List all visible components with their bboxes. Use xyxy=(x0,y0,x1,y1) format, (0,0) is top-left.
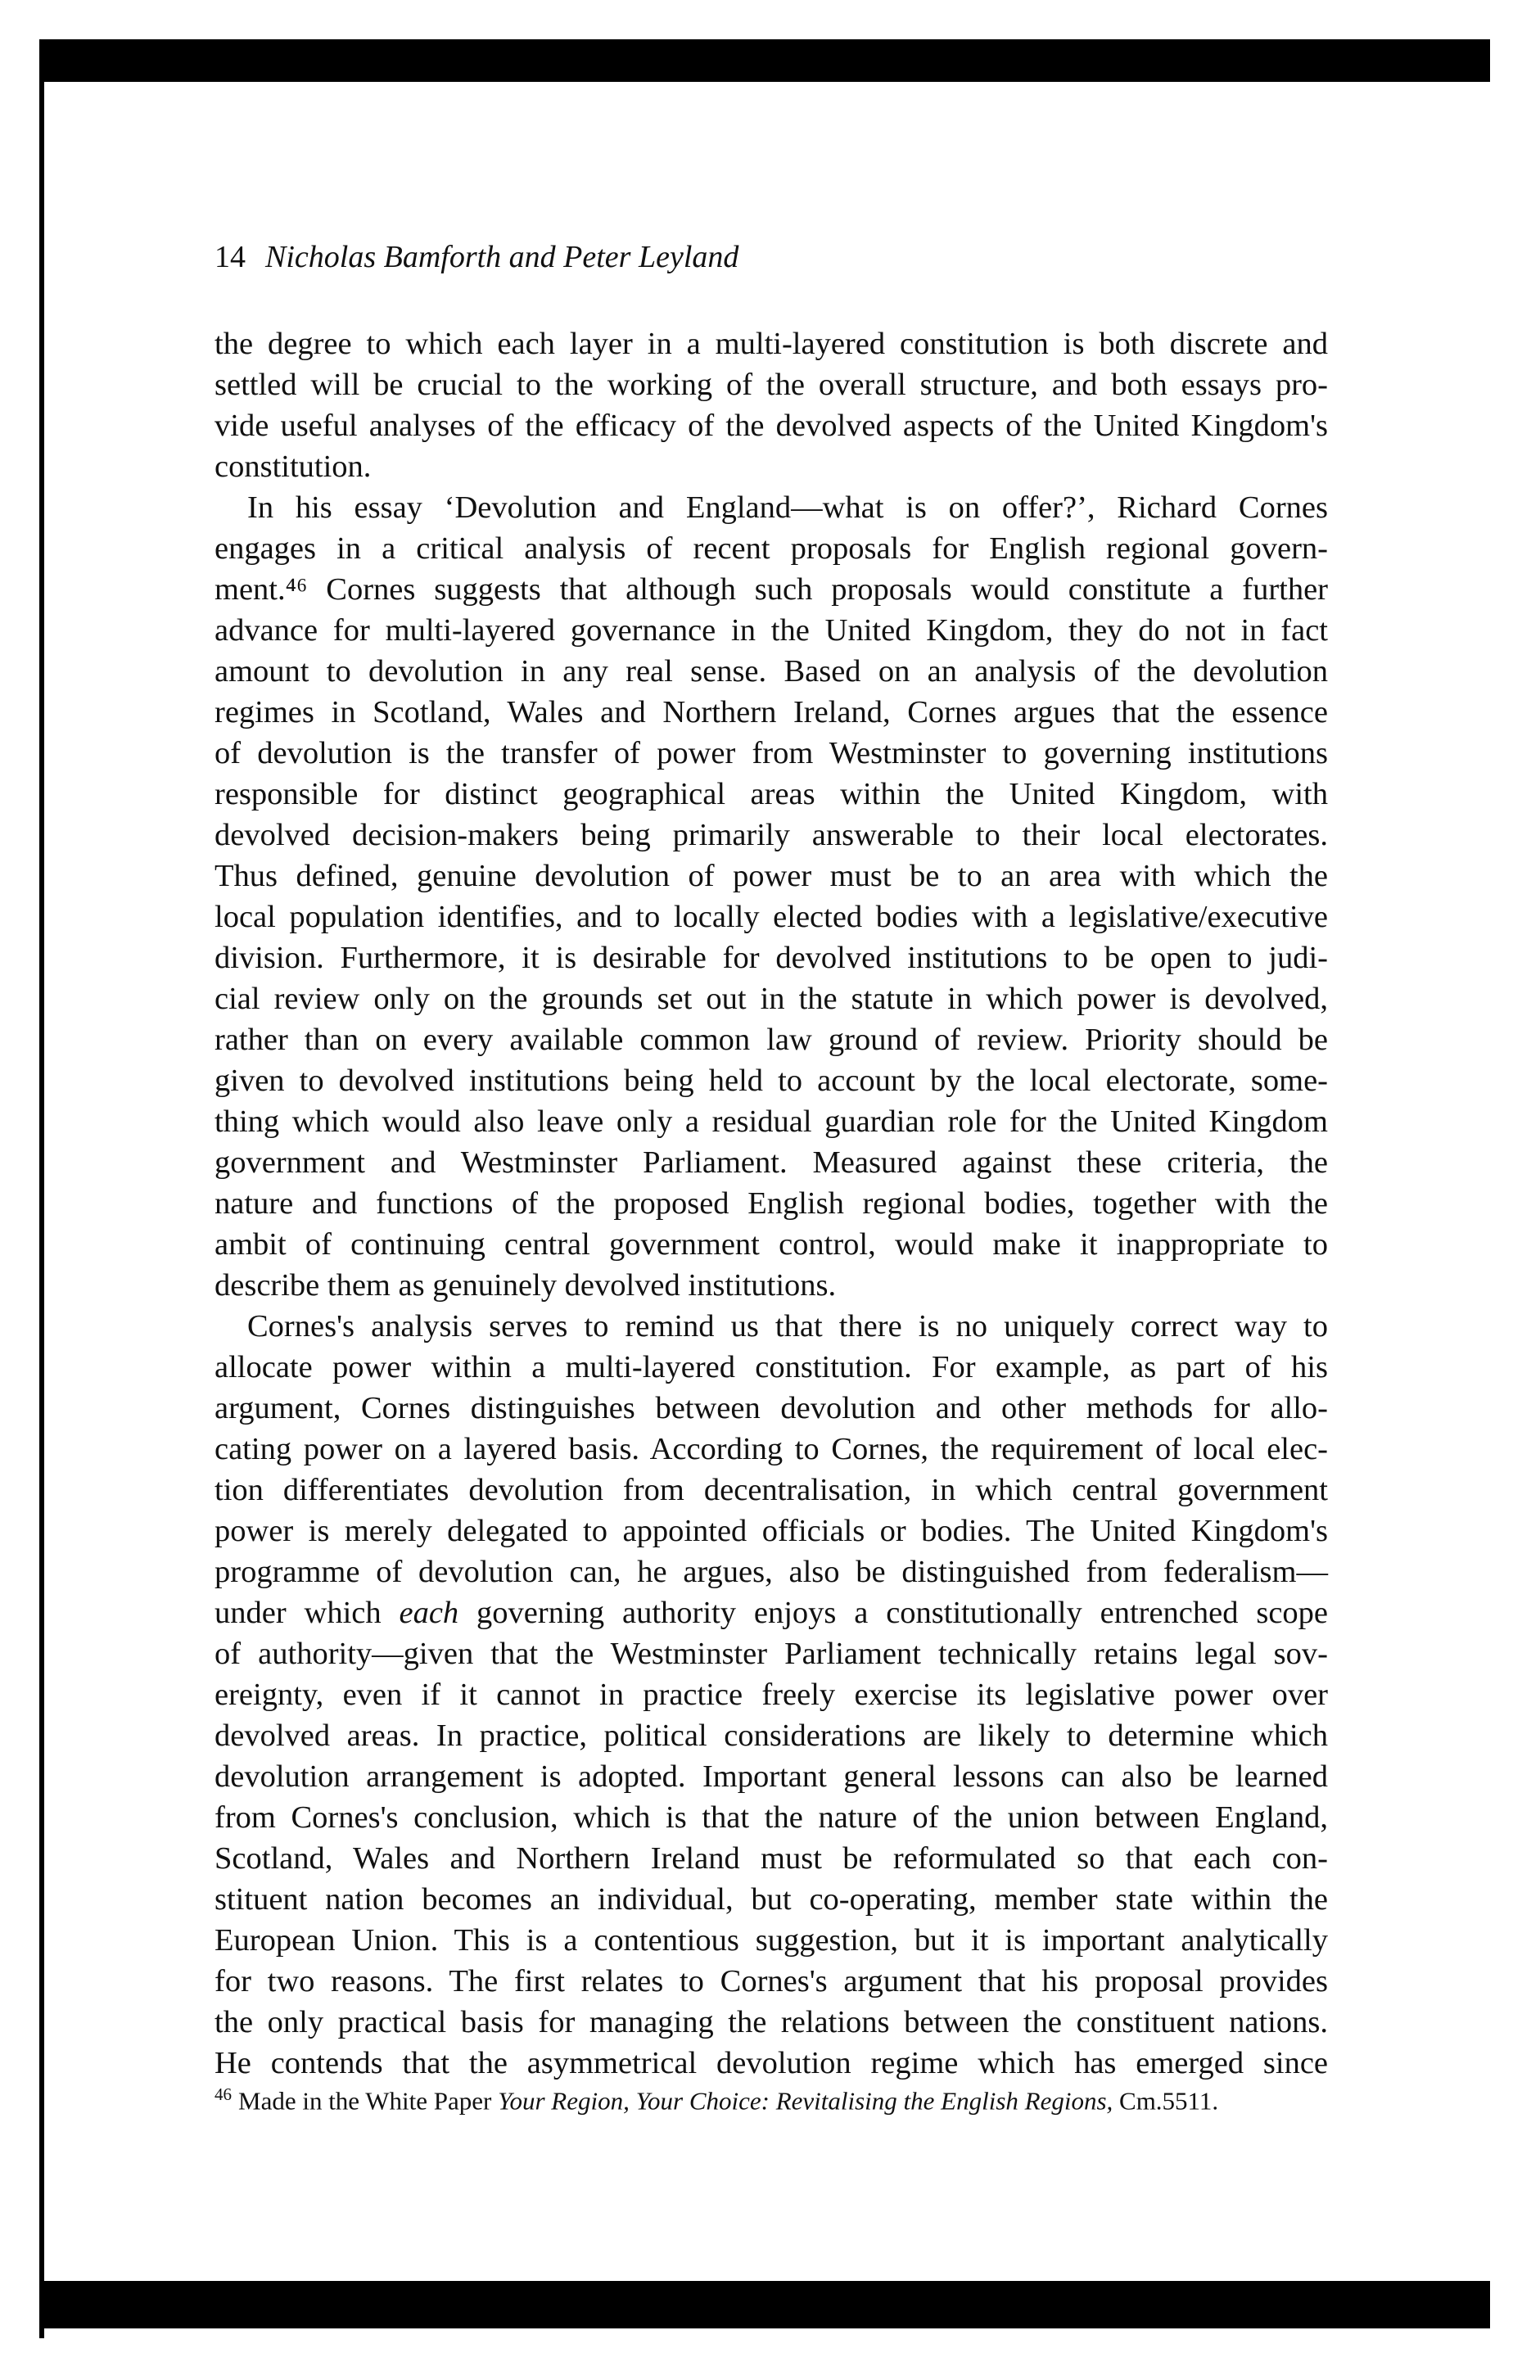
running-head xyxy=(215,239,738,275)
text-line: vide useful analyses of the efficacy of the devolved aspects of the United Kingdom's xyxy=(215,409,1328,443)
text-line: In his essay ‘Devolution and England—what is on offer?’, Richard Cornes xyxy=(247,490,1328,525)
running-head-authors: Nicholas Bamforth and Peter Leyland xyxy=(265,240,739,274)
text-line: thing which would also leave only a residual guardian role for the United Kingdom xyxy=(215,1104,1328,1139)
text-line: argument, Cornes distinguishes between devolution and other methods for allo- xyxy=(215,1391,1328,1425)
text-line: describe them as genuinely devolved institutions. xyxy=(215,1268,837,1303)
text-line: division. Furthermore, it is desirable for devolved institutions to be open to judi- xyxy=(215,941,1328,975)
text-line: of devolution is the transfer of power from Westminster to governing institutions xyxy=(215,736,1328,770)
footnote xyxy=(215,2078,1328,2117)
text-line: Thus defined, genuine devolution of power must be to an area with which the xyxy=(215,859,1328,893)
text-line: for two reasons. The first relates to Cornes's argument that his proposal provides xyxy=(215,1964,1328,1998)
text-line: ment.⁴⁶ Cornes suggests that although such proposals would constitute a further xyxy=(215,572,1328,607)
scan-border-left xyxy=(39,39,44,2338)
text-line: programme of devolution can, he argues, also be distinguished from federalism— xyxy=(215,1555,1328,1589)
text-line: engages in a critical analysis of recent proposals for English regional govern- xyxy=(215,531,1328,566)
footnote-suffix: Cm.5511. xyxy=(1113,2086,1219,2116)
text-line: amount to devolution in any real sense. Based on an analysis of the devolution xyxy=(215,654,1328,689)
text-line: advance for multi-layered governance in the United Kingdom, they do not in fact xyxy=(215,613,1328,648)
text-line: from Cornes's conclusion, which is that the nature of the union between England, xyxy=(215,1800,1328,1835)
text-line: of authority—given that the Westminster Parliament technically retains legal sov- xyxy=(215,1637,1328,1671)
text-line: the degree to which each layer in a multi-layered constitution is both discrete and xyxy=(215,327,1328,361)
scan-border-top xyxy=(39,39,1490,82)
text-line: power is merely delegated to appointed officials or bodies. The United Kingdom's xyxy=(215,1514,1328,1548)
text-line: Cornes's analysis serves to remind us that there is no uniquely correct way to xyxy=(247,1309,1328,1344)
text-line: cating power on a layered basis. According to Cornes, the requirement of local elec- xyxy=(215,1432,1328,1466)
footnote-marker: 46 xyxy=(215,2084,232,2104)
footnote-title: Your Region, Your Choice: Revitalising the English Regions, xyxy=(498,2086,1113,2116)
footnote-prefix: Made in the White Paper xyxy=(238,2086,499,2116)
text-line: European Union. This is a contentious suggestion, but it is important analytically xyxy=(215,1923,1328,1958)
text-line: the only practical basis for managing the relations between the constituent nations. xyxy=(215,2005,1328,2039)
text-line: ambit of continuing central government control, would make it inappropriate to xyxy=(215,1227,1328,1262)
text-line: settled will be crucial to the working of the overall structure, and both essays pro- xyxy=(215,368,1328,402)
text-line: local population identifies, and to locally elected bodies with a legislative/executive xyxy=(215,900,1328,934)
body-text xyxy=(215,323,1328,2084)
text-line: Scotland, Wales and Northern Ireland must be reformulated so that each con- xyxy=(215,1841,1328,1876)
text-line: devolved decision-makers being primarily answerable to their local electorates. xyxy=(215,818,1328,852)
text-line: devolved areas. In practice, political considerations are likely to determine which xyxy=(215,1718,1328,1753)
text-line: tion differentiates devolution from decentralisation, in which central government xyxy=(215,1473,1328,1507)
text-line: devolution arrangement is adopted. Important general lessons can also be learned xyxy=(215,1759,1328,1794)
text-line: constitution. xyxy=(215,449,372,484)
emphasis: each xyxy=(399,1596,459,1630)
text-line: responsible for distinct geographical areas within the United Kingdom, with xyxy=(215,777,1328,811)
text-line: regimes in Scotland, Wales and Northern Ireland, Cornes argues that the essence xyxy=(215,695,1328,729)
text-line: He contends that the asymmetrical devolution regime which has emerged since xyxy=(215,2046,1328,2080)
text-line: rather than on every available common law ground of review. Priority should be xyxy=(215,1023,1328,1057)
scan-border-bottom xyxy=(39,2281,1490,2328)
text-line: government and Westminster Parliament. Measured against these criteria, the xyxy=(215,1145,1328,1180)
text-line: under which each governing authority enjoys a constitutionally entrenched scope xyxy=(215,1596,1328,1630)
text-line: stituent nation becomes an individual, but co-operating, member state within the xyxy=(215,1882,1328,1917)
text-line: ereignty, even if it cannot in practice freely exercise its legislative power over xyxy=(215,1678,1328,1712)
text-line: nature and functions of the proposed English regional bodies, together with the xyxy=(215,1186,1328,1221)
text-line: allocate power within a multi-layered constitution. For example, as part of his xyxy=(215,1350,1328,1384)
page-number: 14 xyxy=(215,240,246,274)
text-line: cial review only on the grounds set out in the statute in which power is devolved, xyxy=(215,982,1328,1016)
text-line: given to devolved institutions being held to account by the local electorate, some- xyxy=(215,1064,1328,1098)
